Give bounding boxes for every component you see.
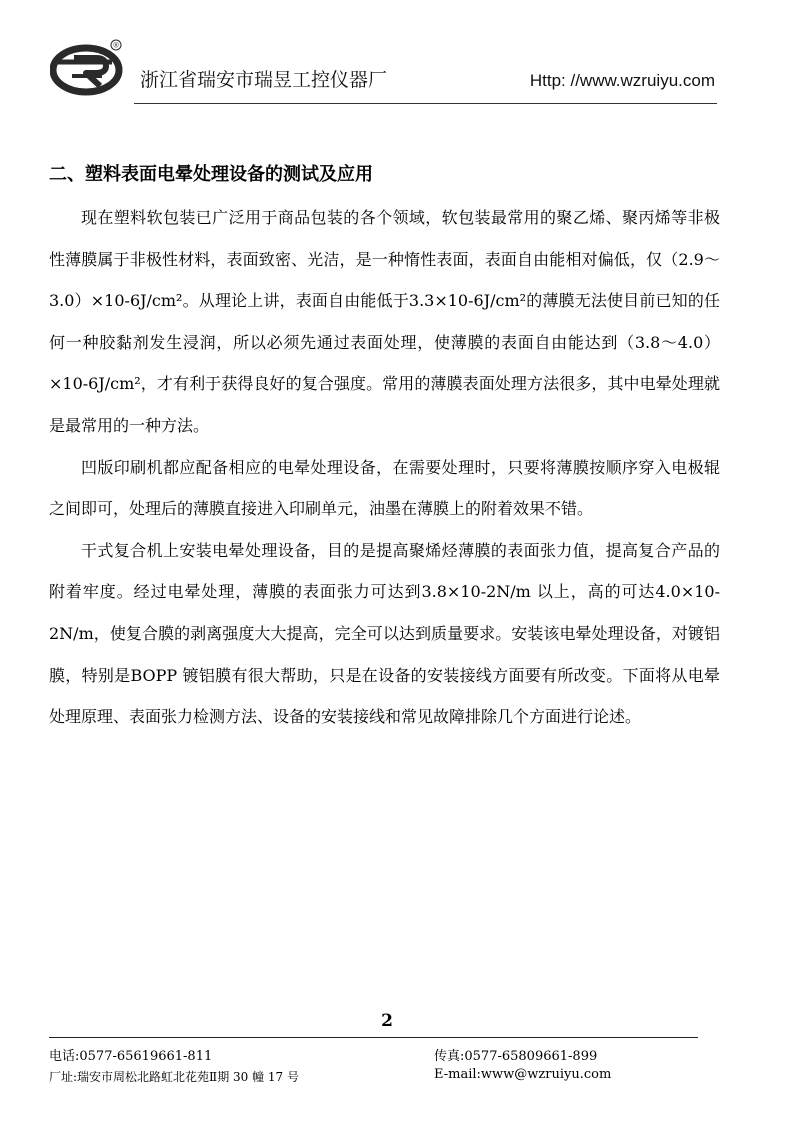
footer-phone: 电话:0577-65619661-811 <box>49 1049 213 1064</box>
footer-fax: 传真:0577-65809661-899 <box>434 1049 598 1064</box>
company-logo <box>50 38 130 96</box>
company-name: 浙江省瑞安市瑞昱工控仪器厂 <box>140 69 388 91</box>
website-link[interactable]: Http: //www.wzruiyu.com <box>529 71 715 90</box>
footer-divider <box>49 1037 698 1038</box>
document-body <box>49 197 720 738</box>
ry-logo-icon <box>50 38 130 96</box>
footer-email[interactable]: E-mail:www@wzruiyu.com <box>434 1067 612 1082</box>
paragraph: 现在塑料软包装已广泛用于商品包装的各个领域，软包装最常用的聚乙烯、聚丙烯等非极性薄膜属于非极性材料，表面致密、光洁，是一种惰性表面，表面自由能相对偏低，仅（2.9～3.0）×10-6J/cm²。从理论上讲，表面自由能低于3.3×10-6J/cm²的薄膜无法使目前已知的任何一种胶黏剂发生浸润，所以必须先通过表面处理，使薄膜的表面自由能达到（3.8～4.0）×10-6J/cm²，才有利于获得良好的复合强度。常用的薄膜表面处理方法很多，其中电晕处理就是最常用的一种方法。 <box>49 208 720 435</box>
paragraph: 干式复合机上安装电晕处理设备，目的是提高聚烯烃薄膜的表面张力值，提高复合产品的附着牢度。经过电晕处理，薄膜的表面张力可达到3.8×10-2N/m 以上，高的可达4.0×10-2N/m，使复合膜的剥离强度大大提高，完全可以达到质量要求。安装该电晕处理设备，对镀铝膜，特别是BOPP 镀铝膜有很大帮助，只是在设备的安装接线方面要有所改变。下面将从电晕处理原理、表面张力检测方法、设备的安装接线和常见故障排除几个方面进行论述。 <box>49 540 720 727</box>
trademark-symbol: ® <box>112 41 120 50</box>
footer-address: 厂址:瑞安市周松北路虹北花苑Ⅱ期 30 幢 17 号 <box>49 1070 299 1084</box>
page-number: 2 <box>381 1011 393 1031</box>
paragraph: 凹版印刷机都应配备相应的电晕处理设备，在需要处理时，只要将薄膜按顺序穿入电极辊之间即可，处理后的薄膜直接进入印刷单元，油墨在薄膜上的附着效果不错。 <box>49 457 720 519</box>
header-divider <box>134 103 717 104</box>
section-title: 二、塑料表面电晕处理设备的测试及应用 <box>49 164 373 185</box>
